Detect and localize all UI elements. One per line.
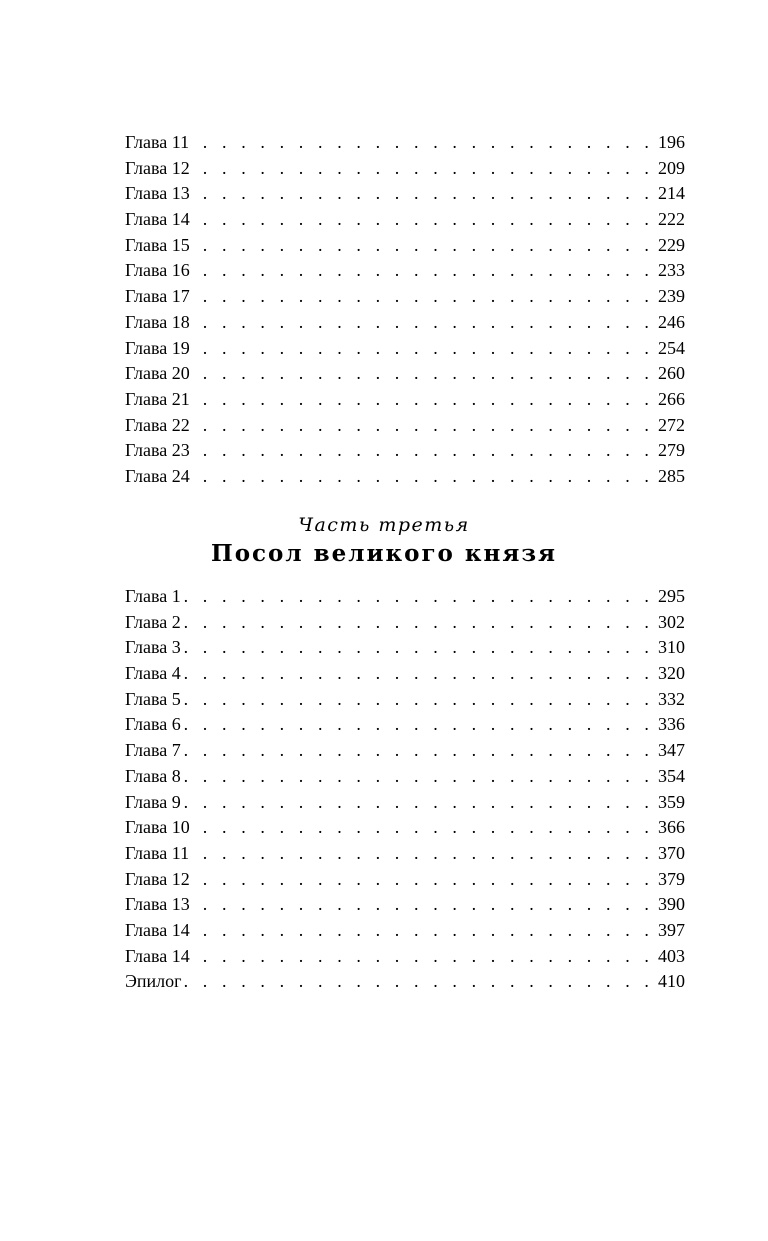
toc-entry xyxy=(125,207,685,233)
toc-entry xyxy=(125,712,685,738)
toc-entry-label: Глава 8 xyxy=(125,765,181,786)
toc-dot-leader xyxy=(192,233,654,259)
toc-dot-leader xyxy=(183,790,654,816)
toc-entry-page-number: 246 xyxy=(658,311,685,332)
toc-dot-leader xyxy=(192,207,654,233)
toc-entry-page-number: 239 xyxy=(658,286,685,307)
toc-dot-leader xyxy=(192,867,654,893)
toc-entry-label: Глава 14 xyxy=(125,919,190,940)
toc-entry xyxy=(125,867,685,893)
toc-dot-leader xyxy=(192,181,654,207)
toc-entry-page-number: 209 xyxy=(658,157,685,178)
toc-entry-label: Глава 4 xyxy=(125,663,181,684)
toc-dot-leader xyxy=(192,284,654,310)
toc-entry-label: Глава 1 xyxy=(125,586,181,606)
toc-dot-leader xyxy=(192,815,654,841)
toc-entry xyxy=(125,738,685,764)
toc-dot-leader xyxy=(192,413,654,439)
toc-entry-page-number: 302 xyxy=(658,611,685,632)
toc-entry xyxy=(125,918,685,944)
toc-dot-leader xyxy=(184,969,654,995)
toc-entry-label: Глава 23 xyxy=(125,440,190,461)
toc-entry xyxy=(125,233,685,259)
toc-entry-label: Глава 22 xyxy=(125,414,190,435)
toc-entry-label: Глава 16 xyxy=(125,260,190,281)
toc-entry xyxy=(125,361,685,387)
toc-entry-label: Глава 17 xyxy=(125,286,190,307)
toc-entry xyxy=(125,413,685,439)
toc-dot-leader xyxy=(183,712,654,738)
toc-entry-page-number: 379 xyxy=(658,868,685,889)
toc-entry xyxy=(125,687,685,713)
toc-entry-page-number: 310 xyxy=(658,637,685,658)
part-subtitle: Часть третья xyxy=(298,514,470,536)
toc-entry-label: Глава 9 xyxy=(125,791,181,812)
toc-entry-page-number: 403 xyxy=(658,945,685,966)
toc-entry-label: Глава 13 xyxy=(125,183,190,204)
toc-entry xyxy=(125,790,685,816)
toc-dot-leader xyxy=(192,156,654,182)
toc-entry-page-number: 397 xyxy=(658,919,685,940)
toc-entry xyxy=(125,284,685,310)
toc-entry-label: Глава 6 xyxy=(125,714,181,735)
toc-entry xyxy=(125,764,685,790)
toc-entry-page-number: 354 xyxy=(658,765,685,786)
toc-entry-page-number: 279 xyxy=(658,440,685,461)
toc-entry-page-number: 359 xyxy=(658,791,685,812)
toc-entry-label: Глава 12 xyxy=(125,868,190,889)
toc-entry-label: Глава 20 xyxy=(125,363,190,384)
toc-dot-leader xyxy=(192,258,654,284)
toc-entry-label: Глава 21 xyxy=(125,388,190,409)
toc-entry xyxy=(125,969,685,995)
toc-entry xyxy=(125,258,685,284)
toc-dot-leader xyxy=(183,584,654,610)
toc-entry-page-number: 229 xyxy=(658,234,685,255)
toc-dot-leader xyxy=(192,918,654,944)
toc-entry-label: Глава 24 xyxy=(125,465,190,486)
toc-entry-label: Глава 19 xyxy=(125,337,190,358)
toc-dot-leader xyxy=(183,764,654,790)
toc-entry xyxy=(125,892,685,918)
toc-dot-leader xyxy=(192,892,654,918)
toc-entry xyxy=(125,336,685,362)
toc-entry-page-number: 260 xyxy=(658,363,685,384)
toc-dot-leader xyxy=(183,738,654,764)
toc-entry-label: Глава 2 xyxy=(125,611,181,632)
toc-dot-leader xyxy=(192,387,654,413)
toc-dot-leader xyxy=(192,361,654,387)
toc-dot-leader xyxy=(191,130,654,156)
toc-entry-page-number: 410 xyxy=(658,971,685,992)
toc-entry xyxy=(125,464,685,490)
toc-entry-page-number: 272 xyxy=(658,414,685,435)
toc-entry xyxy=(125,815,685,841)
part-title: Посол великого князя xyxy=(210,540,558,567)
toc-entry xyxy=(125,841,685,867)
toc-entry-label: Глава 11 xyxy=(125,132,190,152)
toc-entry-page-number: 295 xyxy=(658,586,685,606)
toc-entry-label: Глава 18 xyxy=(125,311,190,332)
toc-dot-leader xyxy=(183,635,654,661)
toc-entry-label: Глава 12 xyxy=(125,157,190,178)
toc-entry-page-number: 196 xyxy=(658,132,685,152)
toc-entry xyxy=(125,635,685,661)
toc-entry-label: Глава 15 xyxy=(125,234,190,255)
toc-entry-label: Глава 13 xyxy=(125,894,190,915)
toc-entry xyxy=(125,156,685,182)
toc-dot-leader xyxy=(192,310,654,336)
toc-entry xyxy=(125,387,685,413)
toc-entry-label: Глава 11 xyxy=(125,842,190,863)
toc-entry-label: Глава 10 xyxy=(125,817,190,838)
toc-entry-page-number: 233 xyxy=(658,260,685,281)
toc-entry xyxy=(125,438,685,464)
toc-dot-leader xyxy=(192,438,654,464)
toc-entry xyxy=(125,310,685,336)
toc-entry-page-number: 222 xyxy=(658,209,685,230)
toc-entry xyxy=(125,130,685,156)
toc-entry xyxy=(125,661,685,687)
toc-entry xyxy=(125,584,685,610)
toc-dot-leader xyxy=(192,464,654,490)
toc-entry-label: Глава 5 xyxy=(125,688,181,709)
toc-entry-label: Глава 14 xyxy=(125,209,190,230)
toc-dot-leader xyxy=(183,687,654,713)
toc-entry-page-number: 370 xyxy=(658,842,685,863)
toc-dot-leader xyxy=(192,336,654,362)
toc-entry-page-number: 336 xyxy=(658,714,685,735)
toc-entry-page-number: 266 xyxy=(658,388,685,409)
toc-entry-label: Глава 7 xyxy=(125,740,181,761)
toc-entry-page-number: 214 xyxy=(658,183,685,204)
toc-entry-page-number: 390 xyxy=(658,894,685,915)
toc-entry-page-number: 254 xyxy=(658,337,685,358)
toc-list-part-three xyxy=(125,584,685,995)
toc-entry-label: Глава 3 xyxy=(125,637,181,658)
toc-entry xyxy=(125,610,685,636)
toc-dot-leader xyxy=(183,661,654,687)
toc-entry-label: Эпилог xyxy=(125,971,182,992)
toc-entry xyxy=(125,944,685,970)
toc-entry-page-number: 320 xyxy=(658,663,685,684)
toc-dot-leader xyxy=(191,841,654,867)
toc-entry-page-number: 366 xyxy=(658,817,685,838)
toc-entry xyxy=(125,181,685,207)
toc-entry-page-number: 332 xyxy=(658,688,685,709)
toc-dot-leader xyxy=(192,944,654,970)
toc-entry-page-number: 347 xyxy=(658,740,685,761)
toc-entry-page-number: 285 xyxy=(658,465,685,486)
toc-dot-leader xyxy=(183,610,654,636)
toc-entry-label: Глава 14 xyxy=(125,945,190,966)
toc-list-part-two xyxy=(125,130,685,490)
